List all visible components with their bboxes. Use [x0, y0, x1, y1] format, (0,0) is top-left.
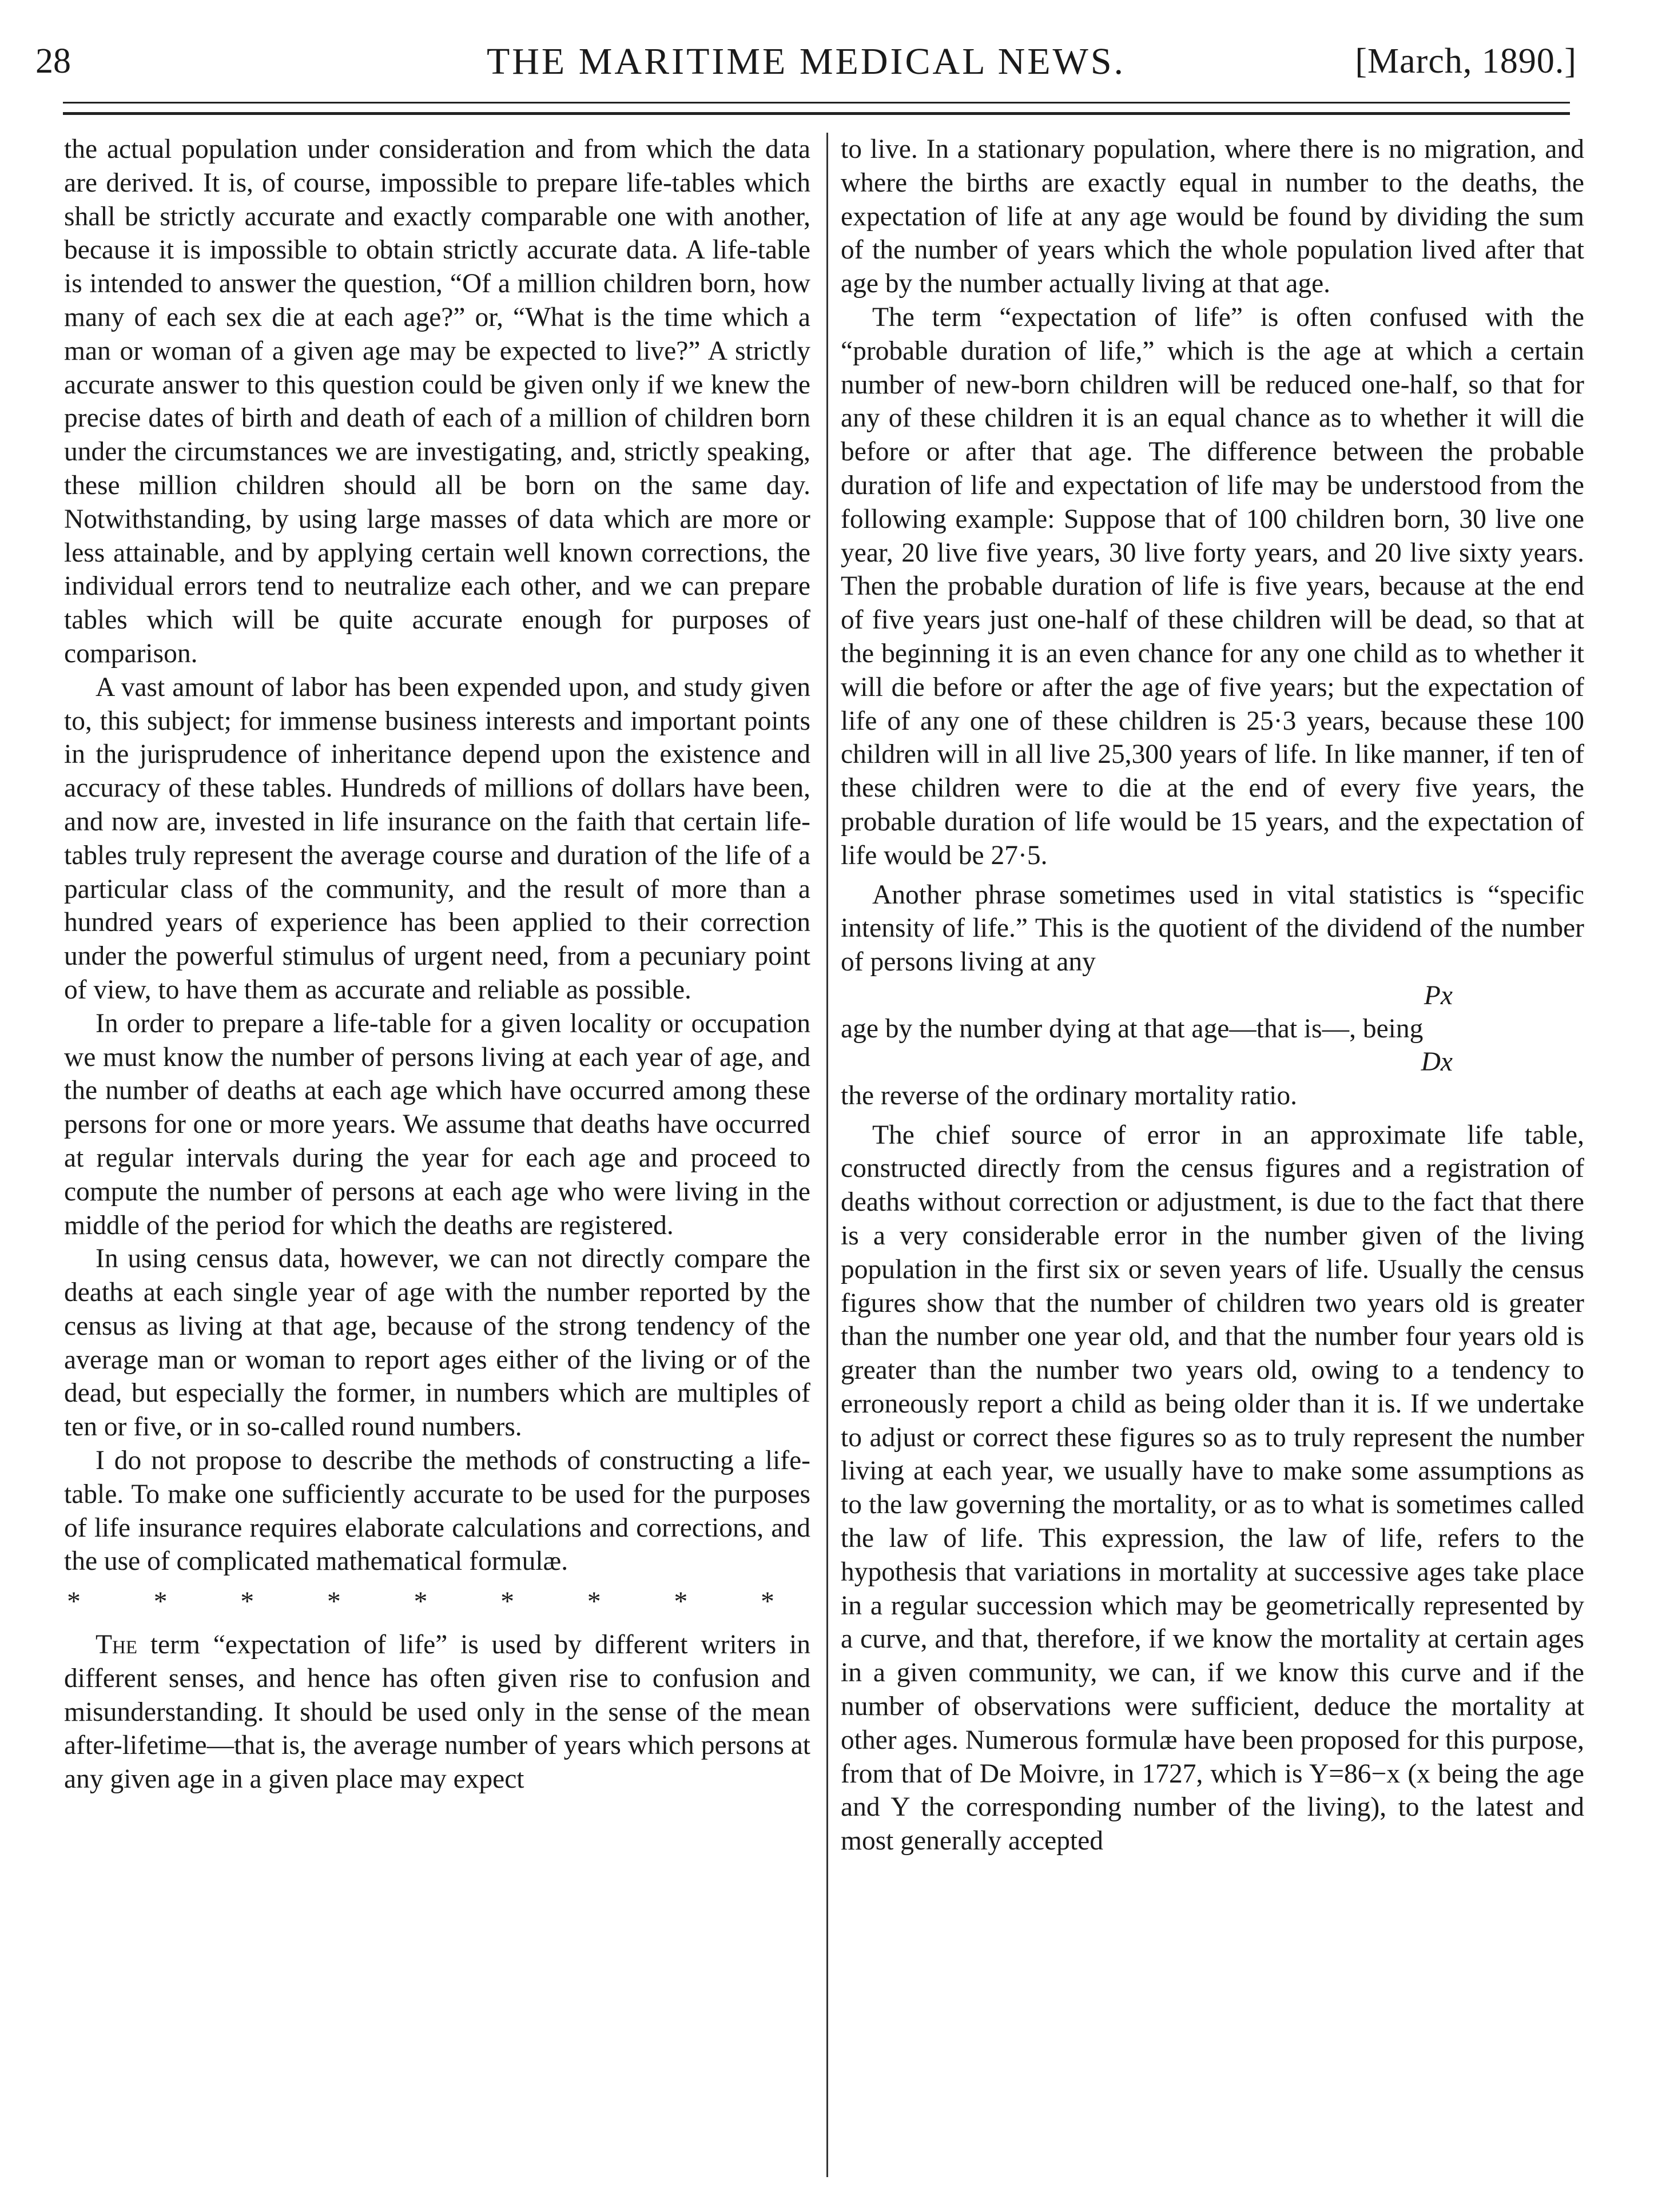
formula-text: age by the number dying at that age—that is—, being [841, 1013, 1424, 1044]
page-number: 28 [35, 42, 71, 81]
journal-title: THE MARITIME MEDICAL NEWS. [486, 41, 1126, 82]
page-header [35, 34, 1577, 97]
right-column [841, 133, 1584, 2191]
section-divider-stars: * * * * * * * * * [67, 1587, 808, 1617]
paragraph: to live. In a stationary population, where there is no migration, and where the births are exactly equal in number to the deaths, the expectation of life at any age would be found by dividing the sum of the number of years which the whole population lived after that age by the number actually living at that age. [841, 134, 1584, 299]
left-column [64, 133, 810, 2191]
paragraph: In using census data, however, we can not directly compare the deaths at each single year of age with the number reported by the census as living at that age, because of the strong tendency of the average man or woman to report ages either of the living or of the dead, but especially the former, in numbers which are multiples of ten or five, or in so-called round numbers. [64, 1244, 810, 1442]
paragraph: the reverse of the ordinary mortality ratio. [841, 1080, 1297, 1111]
paragraph: The term “expectation of life” is often confused with the “probable duration of life,” which is the age at which a certain number of new-born children will be reduced one-half, so that for any of these children it is an equal chance as to whether it will die before or after that age. The difference between the probable duration of life and expectation of life may be understood from the following example: Suppose that of 100 children born, 30 live one year, 20 live five years, 30 live forty years, and 20 live sixty years. Then the probable duration of life is five years, because at the end of five years just one-half of these children will be dead, so that at the beginning it is an even chance for any one child as to whether it will die before or after the age of five years; but the expectation of life of any one of these children is 25·3 years, because these 100 children will in all live 25,300 years of life. In like manner, if ten of these children were to die at the end of every five years, the probable duration of life would be 15 years, and the expectation of life would be 27·5. [841, 302, 1584, 870]
paragraph: the actual population under consideration and from which the data are derived. It is, of course, impossible to prepare life-tables which shall be strictly accurate and exactly comparable one with another, because it is impossible to obtain strictly accurate data. A life-table is intended to answer the question, “Of a million children born, how many of each sex die at each age?” or, “What is the time which a man or woman of a given age may be expected to live?” A strictly accurate answer to this question could be given only if we knew the precise dates of birth and death of each of a million of children born under the circumstances we are investigating, and, strictly speaking, these million children should all be born on the same day. Notwithstanding, by using large masses of data which are more or less attainable, and by applying certain well known corrections, the individual errors tend to neutralize each other, and we can prepare tables which will be quite accurate enough for purposes of comparison. [64, 134, 810, 669]
formula-numerator: Px [1424, 980, 1453, 1010]
issue-date: [March, 1890.] [1355, 42, 1577, 81]
paragraph [841, 878, 1584, 979]
paragraph: I do not propose to describe the methods of constructing a life-table. To make one sufficiently accurate to be used for the purposes of life insurance requires elaborate calculations and corrections, and the use of complicated mathematical formulæ. [64, 1446, 810, 1577]
header-rule-thin [63, 102, 1570, 104]
formula-denominator: Dx [1421, 1047, 1453, 1077]
formula-wrapper [841, 980, 1584, 1077]
paragraph: In order to prepare a life-table for a given locality or occupation we must know the number of persons living at each year of age, and the number of deaths at each age which have occurred among these persons for one or more years. We assume that deaths have occurred at regular intervals during the year for each age and proceed to compute the number of persons at each age who were living in the middle of the period for which the deaths are registered. [64, 1008, 810, 1240]
formula-line [841, 980, 1584, 1077]
paragraph: A vast amount of labor has been expended upon, and study given to, this subject; for immense business interests and important points in the jurisprudence of inheritance depend upon the existence and accuracy of these tables. Hundreds of millions of dollars have been, and now are, invested in life insurance on the faith that certain life-tables truly represent the average course and duration of the life of a particular class of the community, and the result of more than a hundred years of experience has been applied to their correction under the powerful stimulus of urgent need, from a pecuniary point of view, to have them as accurate and reliable as possible. [64, 672, 810, 1005]
header-rule-thick [63, 112, 1570, 115]
lead-word: The [96, 1630, 138, 1660]
column-divider [826, 133, 828, 2177]
paragraph [64, 1628, 810, 1796]
paragraph: The chief source of error in an approximate life table, constructed directly from the census figures and a registration of deaths without correction or adjustment, is due to the fact that there is a very considerable error in the number given of the living population in the first six or seven years of life. Usually the census figures show that the number of children two years old is greater than the number one year old, and that the number four years old is greater than the number two years old, owing to a tendency to erroneously report a child as being older than it is. If we undertake to adjust or correct these figures so as to truly represent the number living at each year, we usually have to make some assumptions as to the law governing the mortality, or as to what is sometimes called the law of life. This expression, the law of life, refers to the hypothesis that variations in mortality at successive ages take place in a regular succession which may be geometrically represented by a curve, and that, therefore, if we know the mortality at certain ages in a given community, we can, if we know this curve and if the number of observations were sufficient, deduce the mortality at other ages. Numerous formulæ have been proposed for this purpose, from that of De Moivre, in 1727, which is Y=86−x (x being the age and Y the corresponding number of the living), to the latest and most generally accepted [841, 1120, 1584, 1856]
paragraph-text: Another phrase sometimes used in vital statistics is “specific intensity of life.” This is the quotient of the dividend of the number of persons living at any [841, 880, 1584, 977]
paragraph-text: term “expectation of life” is used by different writers in different senses, and hence has often given rise to confusion and misunderstanding. It should be used only in the sense of the mean after-lifetime—that is, the average number of years which persons at any given age in a given place may expect [64, 1630, 810, 1795]
